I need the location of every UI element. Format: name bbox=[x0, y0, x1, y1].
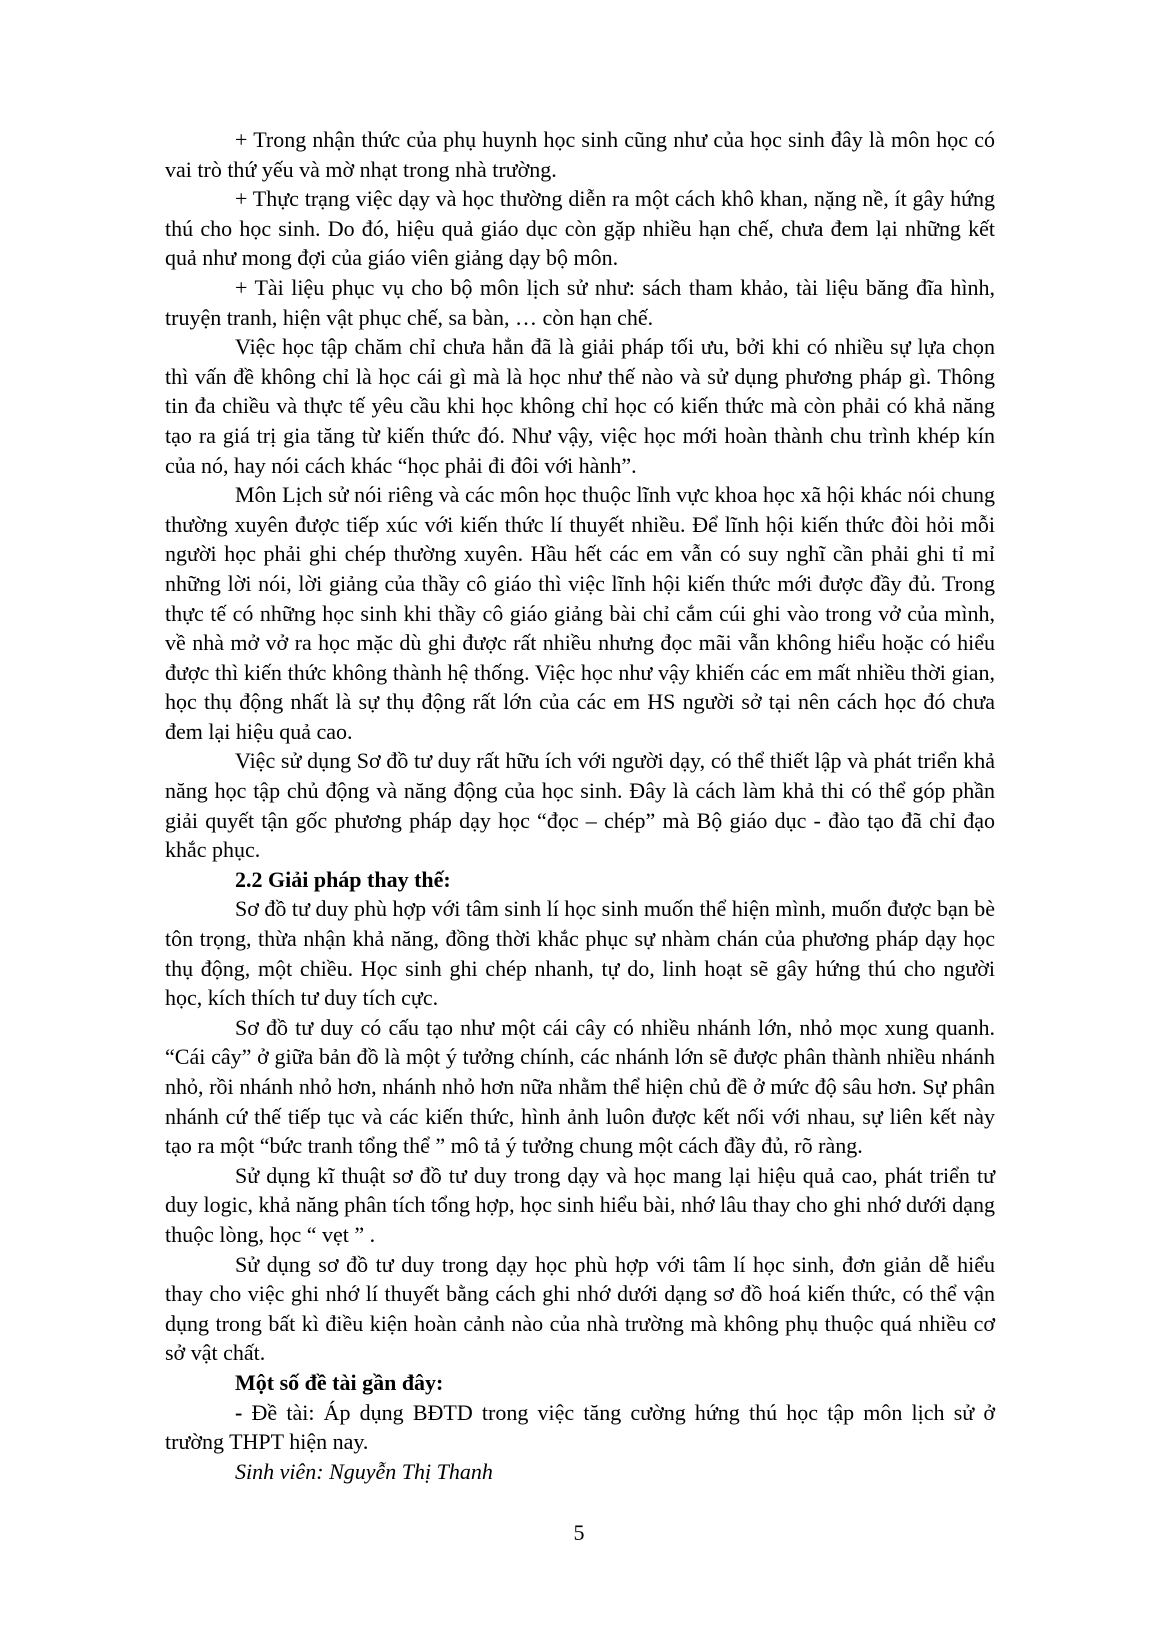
topic-text: Đề tài: Áp dụng BĐTD trong việc tăng cường hứng thú học tập môn lịch sử ở trường THPT hiện nay. bbox=[165, 1399, 996, 1455]
paragraph-history-subject: Môn Lịch sử nói riêng và các môn học thuộc lĩnh vực khoa học xã hội khác nói chung thường xuyên được tiếp xúc với kiến thức lí thuyết nhiều. Để lĩnh hội kiến thức đòi hỏi mỗi người học phải ghi chép thường xuyên. Hầu hết các em vẫn có suy nghĩ cần phải ghi tỉ mỉ những lời nói, lời giảng của thầy cô giáo thì việc lĩnh hội kiến thức mới được đầy đủ. Trong thực tế có những học sinh khi thầy cô giáo giảng bài chỉ cắm cúi ghi vào trong vở của mình, về nhà mở vở ra học mặc dù ghi được rất nhiều nhưng đọc mãi vẫn không hiểu hoặc có hiểu được thì kiến thức không thành hệ thống. Việc học như vậy khiến các em mất nhiều thời gian, học thụ động nhất là sự thụ động rất lớn của các em HS người sở tại nên cách học đó chưa đem lại hiệu quả cao. bbox=[165, 482, 995, 744]
paragraph-mind-map-structure: Sơ đồ tư duy có cấu tạo như một cái cây có nhiều nhánh lớn, nhỏ mọc xung quanh. “Cái cây” ở giữa bản đồ là một ý tưởng chính, các nhánh lớn sẽ được phân thành nhiều nhánh nhỏ, rồi nhánh nhỏ hơn, nhánh nhỏ hơn nữa nhằm thể hiện chủ đề ở mức độ sâu hơn. Sự phân nhánh cứ thế tiếp tục và các kiến thức, hình ảnh luôn được kết nối với nhau, sự liên kết này tạo ra một “bức tranh tổng thể ” mô tả ý tưởng chung một cách đầy đủ, rõ ràng. bbox=[165, 1014, 995, 1159]
topic-dash: - bbox=[235, 1399, 243, 1425]
section-heading-recent-topics: Một số đề tài gần đây: bbox=[235, 1369, 444, 1395]
topic-item bbox=[165, 1398, 995, 1457]
paragraph-mind-map-technique: Sử dụng kĩ thuật sơ đồ tư duy trong dạy và học mang lại hiệu quả cao, phát triển tư duy logic, khả năng phân tích tổng hợp, học sinh hiểu bài, nhớ lâu thay cho ghi nhớ dưới dạng thuộc lòng, học “ vẹt ” . bbox=[165, 1162, 995, 1247]
paragraph-mind-map-application: Sử dụng sơ đồ tư duy trong dạy học phù hợp với tâm lí học sinh, đơn giản dễ hiểu thay cho việc ghi nhớ lí thuyết bằng cách ghi nhớ dưới dạng sơ đồ hoá kiến thức, có thể vận dụng trong bất kì điều kiện hoàn cảnh nào của nhà trường mà không phụ thuộc quá nhiều cơ sở vật chất. bbox=[165, 1251, 995, 1366]
topic-author: Sinh viên: Nguyễn Thị Thanh bbox=[235, 1458, 493, 1484]
document-body bbox=[165, 125, 995, 1486]
paragraph-mind-map-usefulness: Việc sử dụng Sơ đồ tư duy rất hữu ích với người dạy, có thể thiết lập và phát triển khả năng học tập chủ động và năng động của học sinh. Đây là cách làm khả thi có thể góp phần giải quyết tận gốc phương pháp dạy học “đọc – chép” mà Bộ giáo dục - đào tạo đã chỉ đạo khắc phục. bbox=[165, 748, 995, 863]
page-number: 5 bbox=[573, 1520, 585, 1545]
section-heading-alternative-solution: 2.2 Giải pháp thay thế: bbox=[235, 866, 451, 892]
paragraph-mind-map-psychology: Sơ đồ tư duy phù hợp với tâm sinh lí học sinh muốn thể hiện mình, muốn được bạn bè tôn trọng, thừa nhận khả năng, đồng thời khắc phục sự nhàm chán của phương pháp dạy học thụ động, một chiều. Học sinh ghi chép nhanh, tự do, linh hoạt sẽ gây hứng thú cho người học, kích thích tư duy tích cực. bbox=[165, 896, 995, 1011]
paragraph-parent-perception: + Trong nhận thức của phụ huynh học sinh cũng như của học sinh đây là môn học có vai trò thứ yếu và mờ nhạt trong nhà trường. bbox=[165, 127, 995, 182]
paragraph-teaching-reality: + Thực trạng việc dạy và học thường diễn ra một cách khô khan, nặng nề, ít gây hứng thú cho học sinh. Do đó, hiệu quả giáo dục còn gặp nhiều hạn chế, chưa đem lại những kết quả như mong đợi của giáo viên giảng dạy bộ môn. bbox=[165, 186, 995, 271]
paragraph-study-method: Việc học tập chăm chỉ chưa hẳn đã là giải pháp tối ưu, bởi khi có nhiều sự lựa chọn thì vấn đề không chỉ là học cái gì mà là học như thế nào và sử dụng phương pháp gì. Thông tin đa chiều và thực tế yêu cầu khi học không chỉ học có kiến thức mà còn phải có khả năng tạo ra giá trị gia tăng từ kiến thức đó. Như vậy, việc học mới hoàn thành chu trình khép kín của nó, hay nói cách khác “học phải đi đôi với hành”. bbox=[165, 334, 995, 478]
paragraph-materials: + Tài liệu phục vụ cho bộ môn lịch sử như: sách tham khảo, tài liệu băng đĩa hình, truyện tranh, hiện vật phục chế, sa bàn, … còn hạn chế. bbox=[165, 274, 995, 330]
